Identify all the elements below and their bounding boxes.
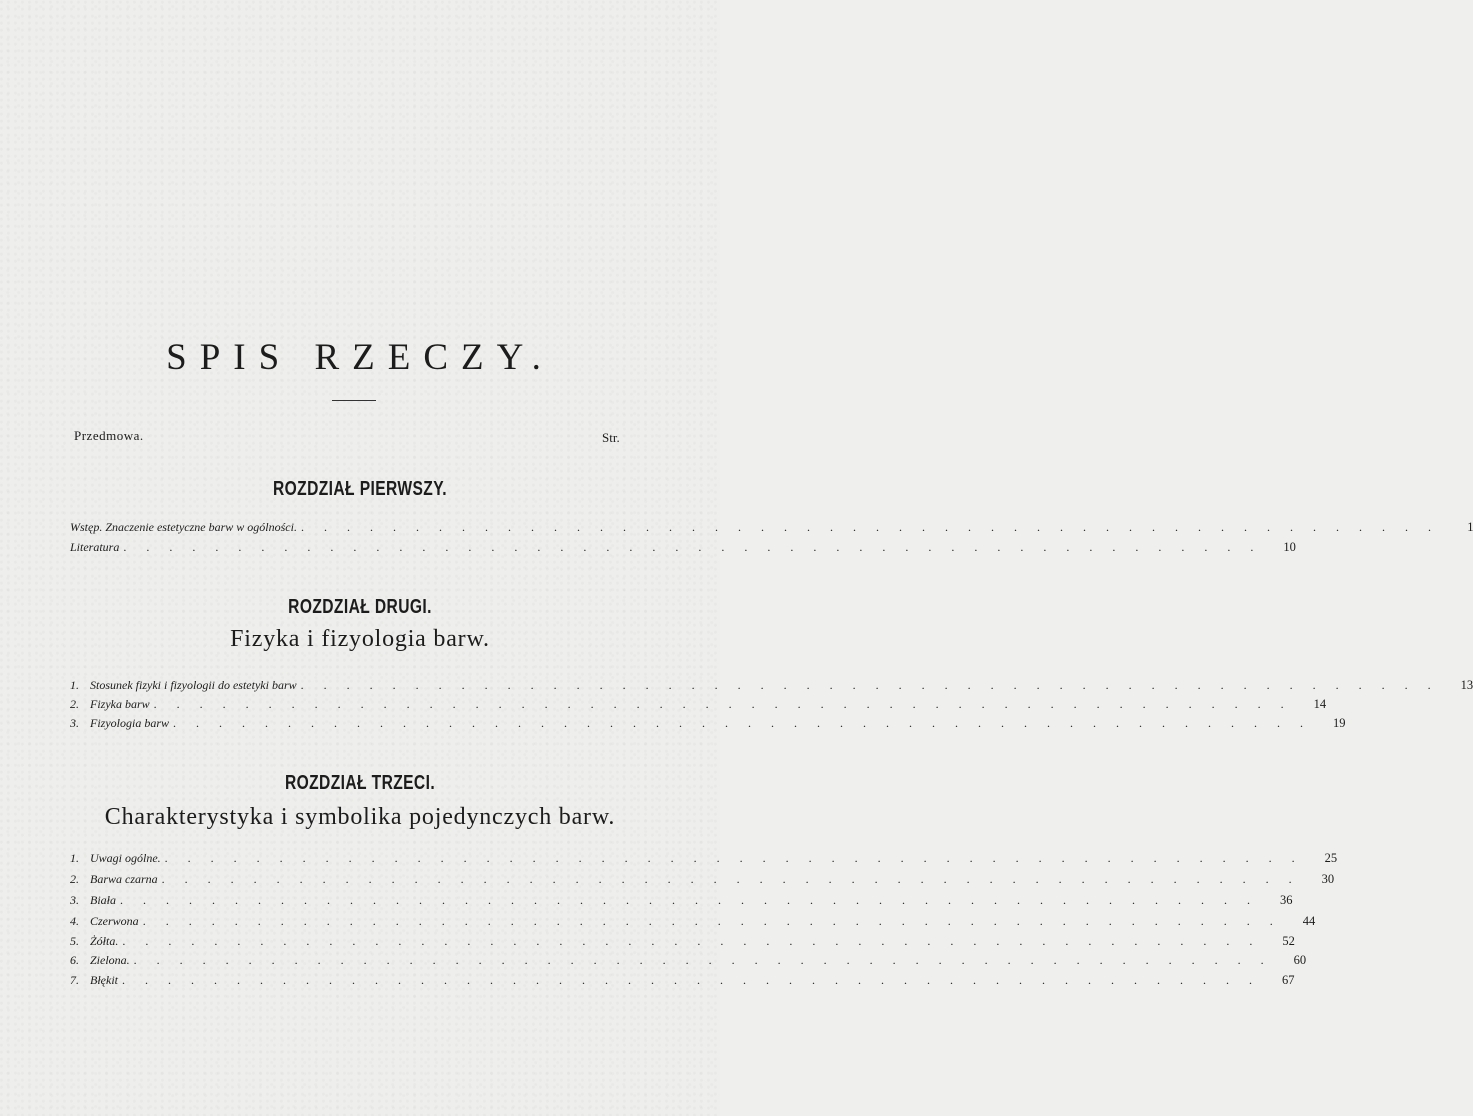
chapter-3-heading: ROZDZIAŁ TRZECI. [284,772,436,794]
toc-entry-label: Barwa czarna [90,872,158,886]
toc-entry-label: Uwagi ogólne. [90,851,161,865]
toc-entry [70,716,1346,735]
toc-entry-label: Zielona. [90,953,130,967]
toc-entry-page: 60 [1293,953,1307,967]
toc-entry-page: 14 [1313,697,1327,711]
toc-entry-label: Literatura [70,540,120,554]
toc-entry-number: 3. [70,716,79,730]
toc-dot-leader: . . . . . . . . . . . . . . . . . . . . . . . . . . . . . . . . . . . . . . . . . . . . . . . . . . [300,678,1440,692]
toc-entry-page: 25 [1324,851,1338,865]
toc-entry-label: Fizyka barw [90,697,150,711]
toc-entry-page: 19 [1333,716,1346,730]
toc-entry-number: 1. [70,678,79,692]
toc-dot-leader: . . . . . . . . . . . . . . . . . . . . . . . . . . . . . . . . . . . . . . . . . . . . . . . . . . [142,914,1282,928]
toc-entry [70,914,1316,933]
toc-dot-leader: . . . . . . . . . . . . . . . . . . . . . . . . . . . . . . . . . . . . . . . . . . . . . . . . . . [120,893,1259,907]
toc-entry-page: 10 [1283,540,1296,554]
toc-entry-label: Żółta. [90,934,119,948]
chapter-2-heading: ROZDZIAŁ DRUGI. [288,596,432,618]
toc-dot-leader: . . . . . . . . . . . . . . . . . . . . . . . . . . . . . . . . . . . . . . . . . . . . . . . . . . [173,716,1312,730]
toc-entry-label: Wstęp. Znaczenie estetyczne barw w ogólności. [70,520,297,534]
page-column-label: Str. [602,430,620,445]
preface-label: Przedmowa. [74,428,144,443]
toc-entry-label: Stosunek fizyki i fizyologii do estetyki barw [90,678,297,692]
toc-entry [70,851,1338,870]
chapter-1-heading: ROZDZIAŁ PIERWSZY. [272,478,448,500]
toc-dot-leader: . . . . . . . . . . . . . . . . . . . . . . . . . . . . . . . . . . . . . . . . . . . . . . . . . . [164,851,1304,865]
toc-entry-label: Błękit [90,973,118,987]
toc-entry [70,893,1293,912]
toc-dot-leader: . . . . . . . . . . . . . . . . . . . . . . . . . . . . . . . . . . . . . . . . . . . . . . . . . . [153,697,1293,711]
toc-entry-page: 1 [1467,520,1473,534]
toc-entry-number: 5. [70,934,79,948]
toc-dot-leader: . . . . . . . . . . . . . . . . . . . . . . . . . . . . . . . . . . . . . . . . . . . . . . . . . . [122,934,1261,948]
toc-entry [70,697,1327,716]
toc-entry-number: 7. [70,973,79,987]
toc-entry-page: 67 [1281,973,1295,987]
chapter-2-subtitle: Fizyka i fizyologia barw. [230,626,490,652]
toc-entry [70,934,1295,953]
toc-entry-page: 44 [1302,914,1316,928]
toc-dot-leader: . . . . . . . . . . . . . . . . . . . . . . . . . . . . . . . . . . . . . . . . . . . . . . . . . . [133,953,1273,967]
toc-entry-label: Fizyologia barw [90,716,170,730]
toc-entry-number: 2. [70,697,79,711]
toc-dot-leader: . . . . . . . . . . . . . . . . . . . . . . . . . . . . . . . . . . . . . . . . . . . . . . . . . . [161,872,1301,886]
page-title: SPIS RZECZY. [166,337,554,378]
toc-entry-page: 52 [1282,934,1295,948]
toc-entry [70,540,1296,559]
toc-entry [70,973,1295,992]
toc-entry-number: 1. [70,851,79,865]
chapter-3-subtitle: Charakterystyka i symbolika pojedynczych barw. [104,804,616,830]
toc-entry-label: Biała [90,893,116,907]
toc-entry [70,520,1473,539]
title-rule [332,400,376,401]
toc-entry-number: 2. [70,872,79,886]
toc-entry-label: Czerwona [90,914,139,928]
toc-entry-number: 6. [70,953,79,967]
toc-dot-leader: . . . . . . . . . . . . . . . . . . . . . . . . . . . . . . . . . . . . . . . . . . . . . . . . . . [300,520,1440,534]
toc-entry-page: 30 [1321,872,1335,886]
toc-entry-number: 3. [70,893,79,907]
toc-entry [70,872,1335,891]
toc-dot-leader: . . . . . . . . . . . . . . . . . . . . . . . . . . . . . . . . . . . . . . . . . . . . . . . . . . [123,540,1262,554]
toc-entry-page: 36 [1280,893,1293,907]
toc-entry [70,678,1473,697]
toc-entry-page: 13 [1460,678,1473,692]
toc-dot-leader: . . . . . . . . . . . . . . . . . . . . . . . . . . . . . . . . . . . . . . . . . . . . . . . . . . [121,973,1261,987]
toc-entry [70,953,1307,972]
toc-entry-number: 4. [70,914,79,928]
